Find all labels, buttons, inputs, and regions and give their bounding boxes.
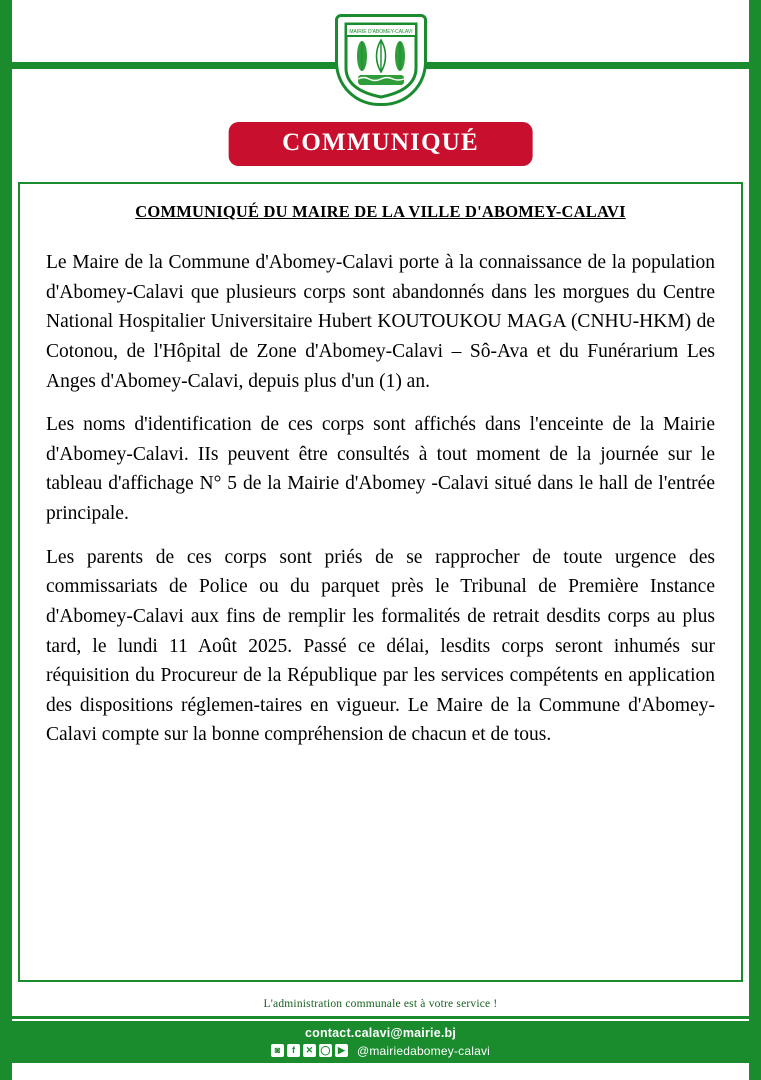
x-twitter-icon[interactable]: ✕ [303, 1044, 316, 1057]
footer-contact-bar [12, 1021, 749, 1063]
paragraph-1: Le Maire de la Commune d'Abomey-Calavi porte à la connaissance de la population d'Abomey-Calavi que plusieurs corps sont abandonnés dans les morgues du Centre National Hospitalier Universitaire Hubert KOUTOUKOU MAGA (CNHU-HKM) de Cotonou, de l'Hôpital de Zone d'Abomey-Calavi – Sô-Ava et du Funérarium Les Anges d'Abomey-Calavi, depuis plus d'un (1) an. [46, 252, 715, 392]
svg-text:MAIRIE D'ABOMEY-CALAVI: MAIRIE D'ABOMEY-CALAVI [348, 29, 413, 35]
page-header [0, 0, 761, 118]
social-links [12, 1044, 749, 1058]
paragraph-2: Les noms d'identification de ces corps sont affichés dans l'enceinte de la Mairie d'Abomey-Calavi. IIs peuvent être consultés à tout moment de la journée sur le tableau d'affichage N° 5 de la Mairie d'Abomey -Calavi situé dans le hall de l'entrée principale. [46, 414, 715, 524]
social-handle[interactable]: @mairiedabomey-calavi [356, 1043, 491, 1058]
footer-divider [12, 1016, 749, 1019]
whatsapp-icon[interactable]: ◯ [320, 1045, 331, 1056]
facebook-icon[interactable]: f [287, 1044, 300, 1057]
page-footer [12, 982, 749, 1080]
paragraph-3: Les parents de ces corps sont priés de se rapprocher de toute urgence des commissariats de Police ou du parquet près le Tribunal de Première Instance d'Abomey-Calavi aux fins de remplir les formalités de retrait desdits corps au plus tard, le lundi 11 Août 2025. Passé ce délai, lesdits corps seront inhumés sur réquisition du Procureur de la République par les services compétents en application des dispositions réglemen-taires en vigueur. Le Maire de la Commune d'Abomey-Calavi compte sur la bonne compréhension de chacun et de tous. [46, 546, 715, 746]
footer-tagline: L'administration communale est à votre service ! [263, 998, 498, 1010]
coat-of-arms-icon [335, 14, 427, 106]
communique-banner: COMMUNIQUÉ [228, 122, 533, 166]
content-box [18, 182, 743, 982]
footer-email[interactable]: contact.calavi@mairie.bj [304, 1026, 457, 1040]
youtube-icon[interactable]: ▶ [335, 1044, 348, 1057]
page-title: COMMUNIQUÉ DU MAIRE DE LA VILLE D'ABOMEY-CALAVI [135, 202, 626, 221]
banner-area [0, 122, 761, 174]
instagram-icon[interactable]: ◙ [271, 1044, 284, 1057]
